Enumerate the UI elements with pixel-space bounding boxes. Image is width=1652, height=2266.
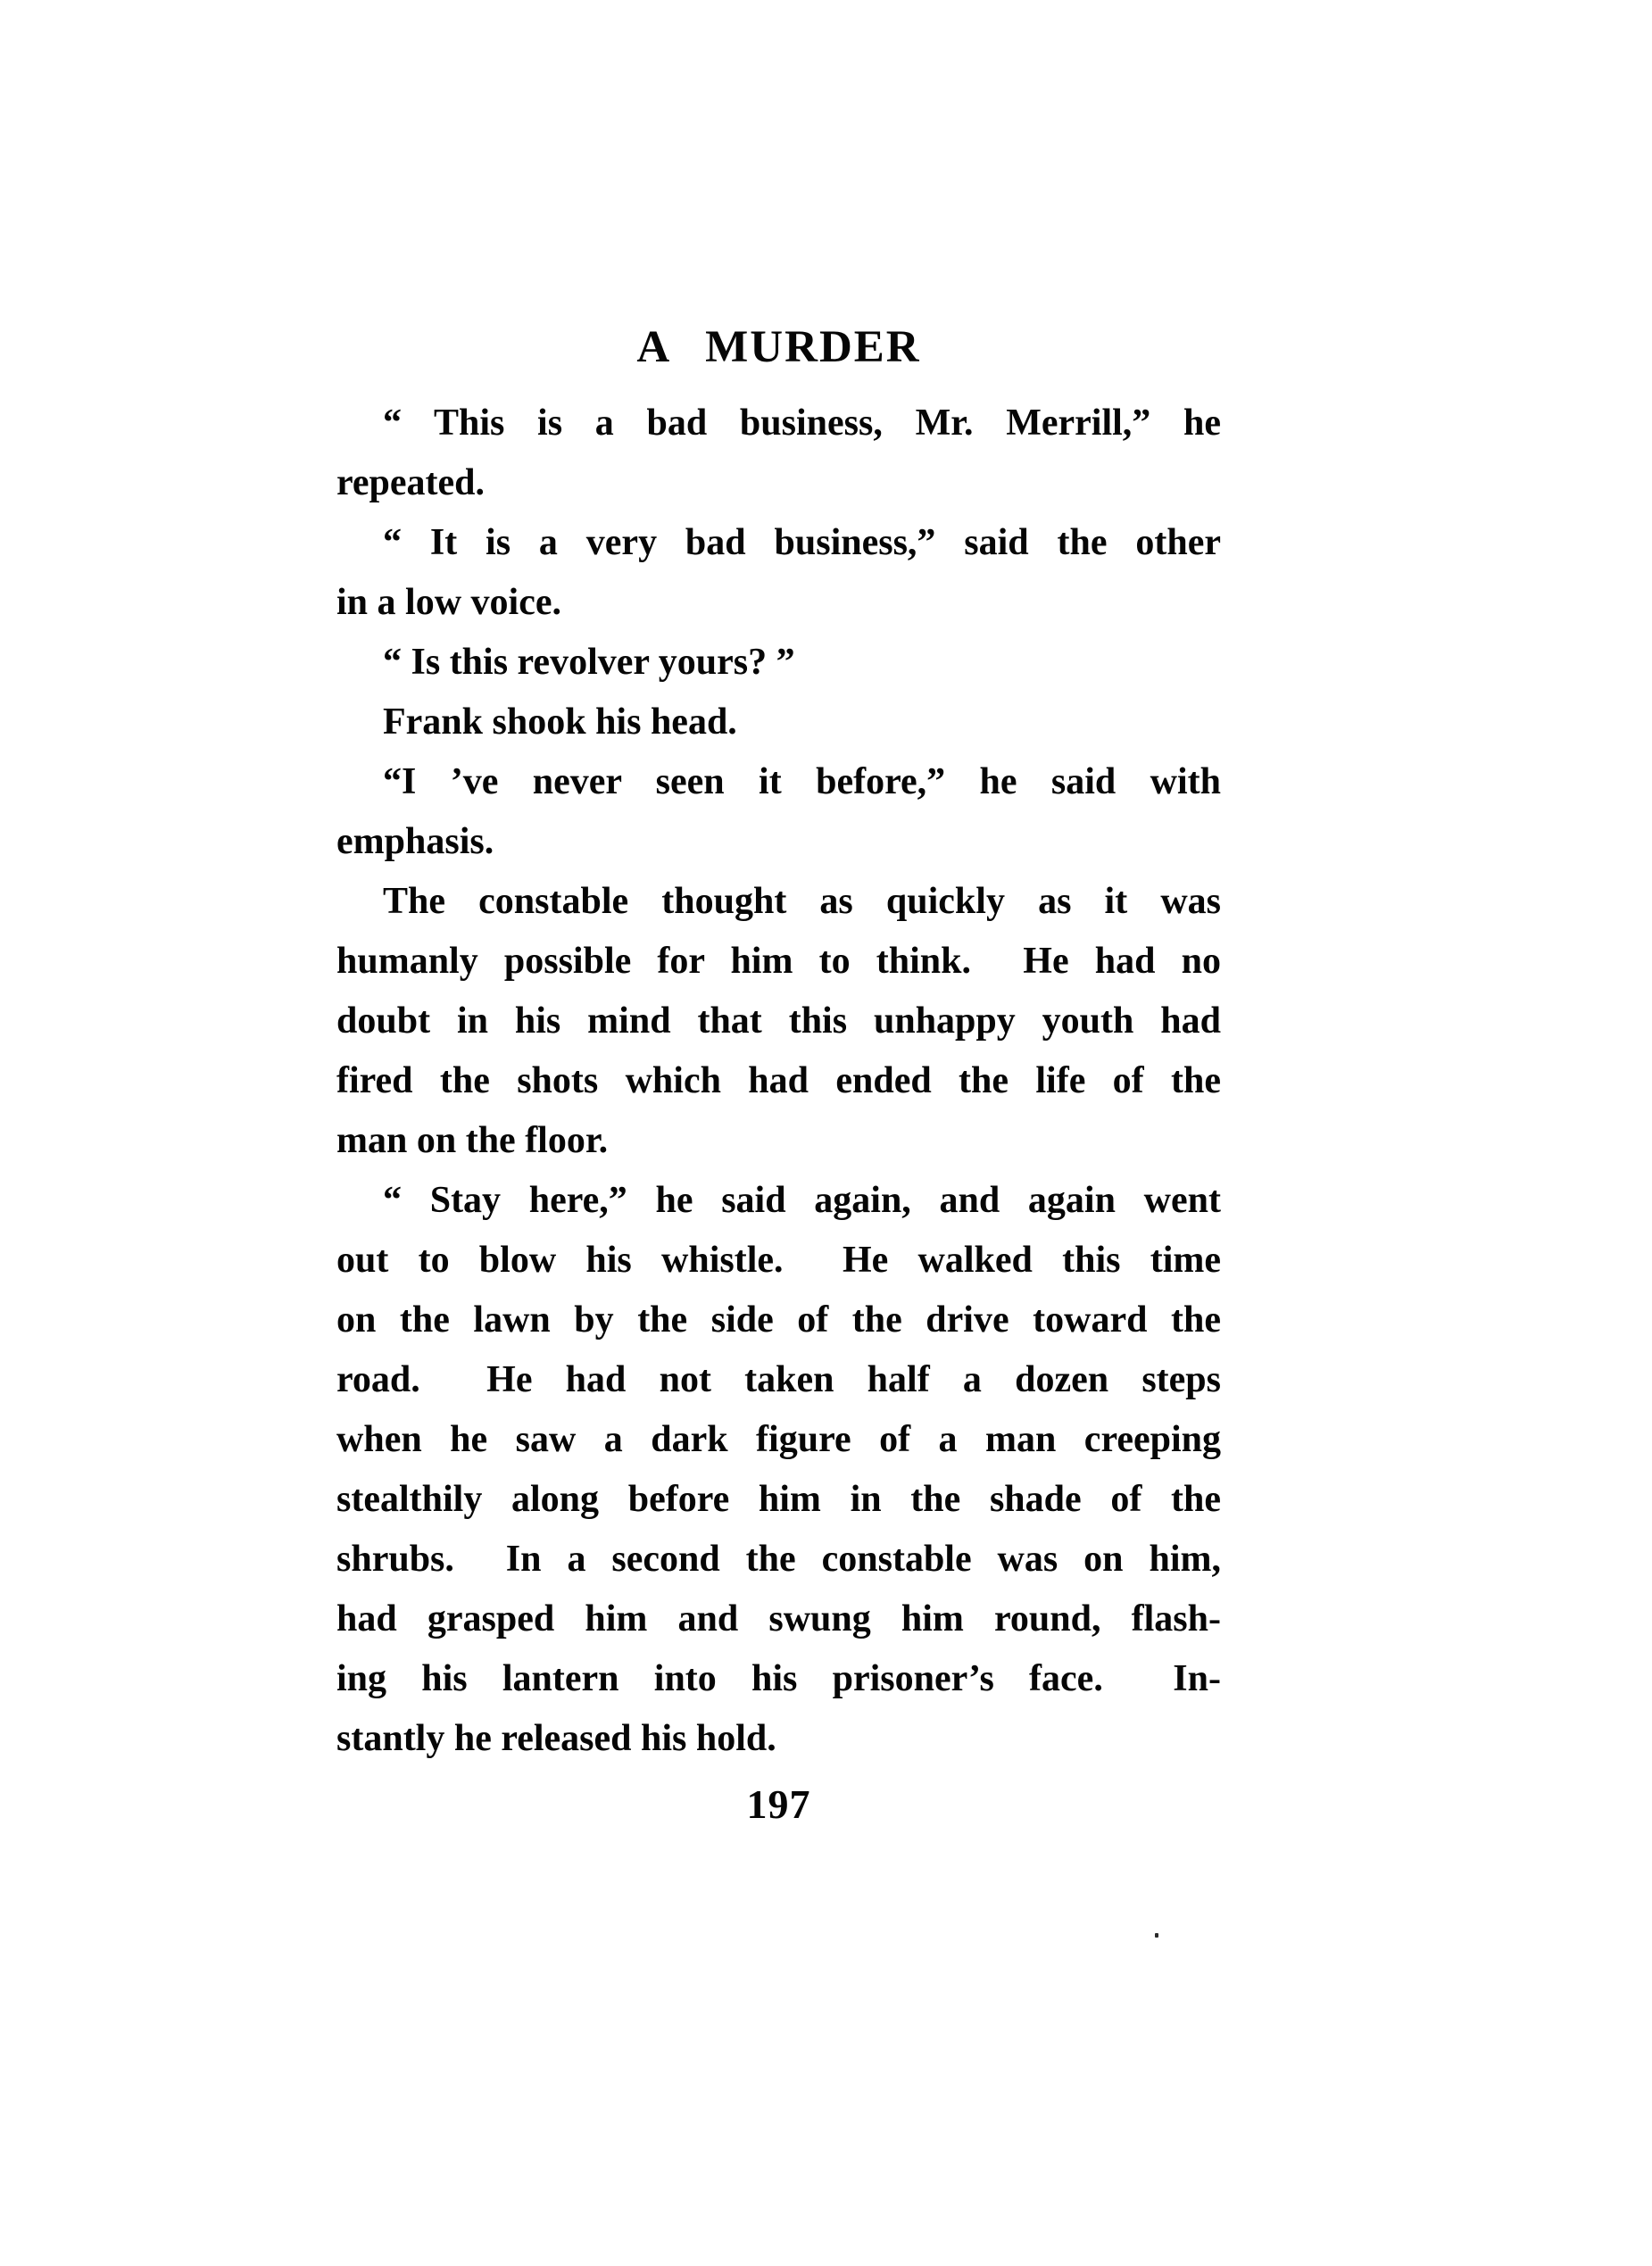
text-line: stealthily along before him in the shade of the [336, 1479, 1221, 1520]
text-line: “ This is a bad business, Mr. Merrill,” he [383, 403, 1221, 444]
text-line: “ Is this revolver yours? ” [383, 642, 795, 683]
text-line: man on the floor. [336, 1120, 609, 1161]
text-line: The constable thought as quickly as it was [383, 881, 1221, 922]
text-line: “ It is a very bad business,” said the other [383, 522, 1221, 563]
text-line: road. He had not taken half a dozen steps [336, 1359, 1221, 1400]
text-line: “I ’ve never seen it before,” he said with [383, 761, 1221, 802]
text-line: shrubs. In a second the constable was on him, [336, 1539, 1221, 1580]
text-line: emphasis. [336, 821, 494, 862]
text-line: on the lawn by the side of the drive toward the [336, 1299, 1221, 1341]
text-line: stantly he released his hold. [336, 1718, 776, 1759]
text-line: in a low voice. [336, 582, 561, 623]
page-body [336, 394, 1221, 1769]
text-line: out to blow his whistle. He walked this time [336, 1240, 1221, 1281]
text-line: fired the shots which had ended the life of the [336, 1060, 1221, 1101]
text-line: ing his lantern into his prisoner’s face. In- [336, 1658, 1221, 1699]
text-line: humanly possible for him to think. He had no [336, 941, 1221, 982]
text-line: when he saw a dark figure of a man creeping [336, 1419, 1221, 1460]
text-line: “ Stay here,” he said again, and again went [383, 1180, 1221, 1221]
text-line: doubt in his mind that this unhappy youth had [336, 1000, 1221, 1042]
text-line: repeated. [336, 462, 486, 503]
text-line: Frank shook his head. [383, 701, 737, 743]
page-number: 197 [746, 1781, 811, 1827]
page-title: A MURDER [636, 322, 921, 372]
scan-artifact-dot [1155, 1933, 1158, 1938]
text-line: had grasped him and swung him round, flash- [336, 1598, 1221, 1639]
